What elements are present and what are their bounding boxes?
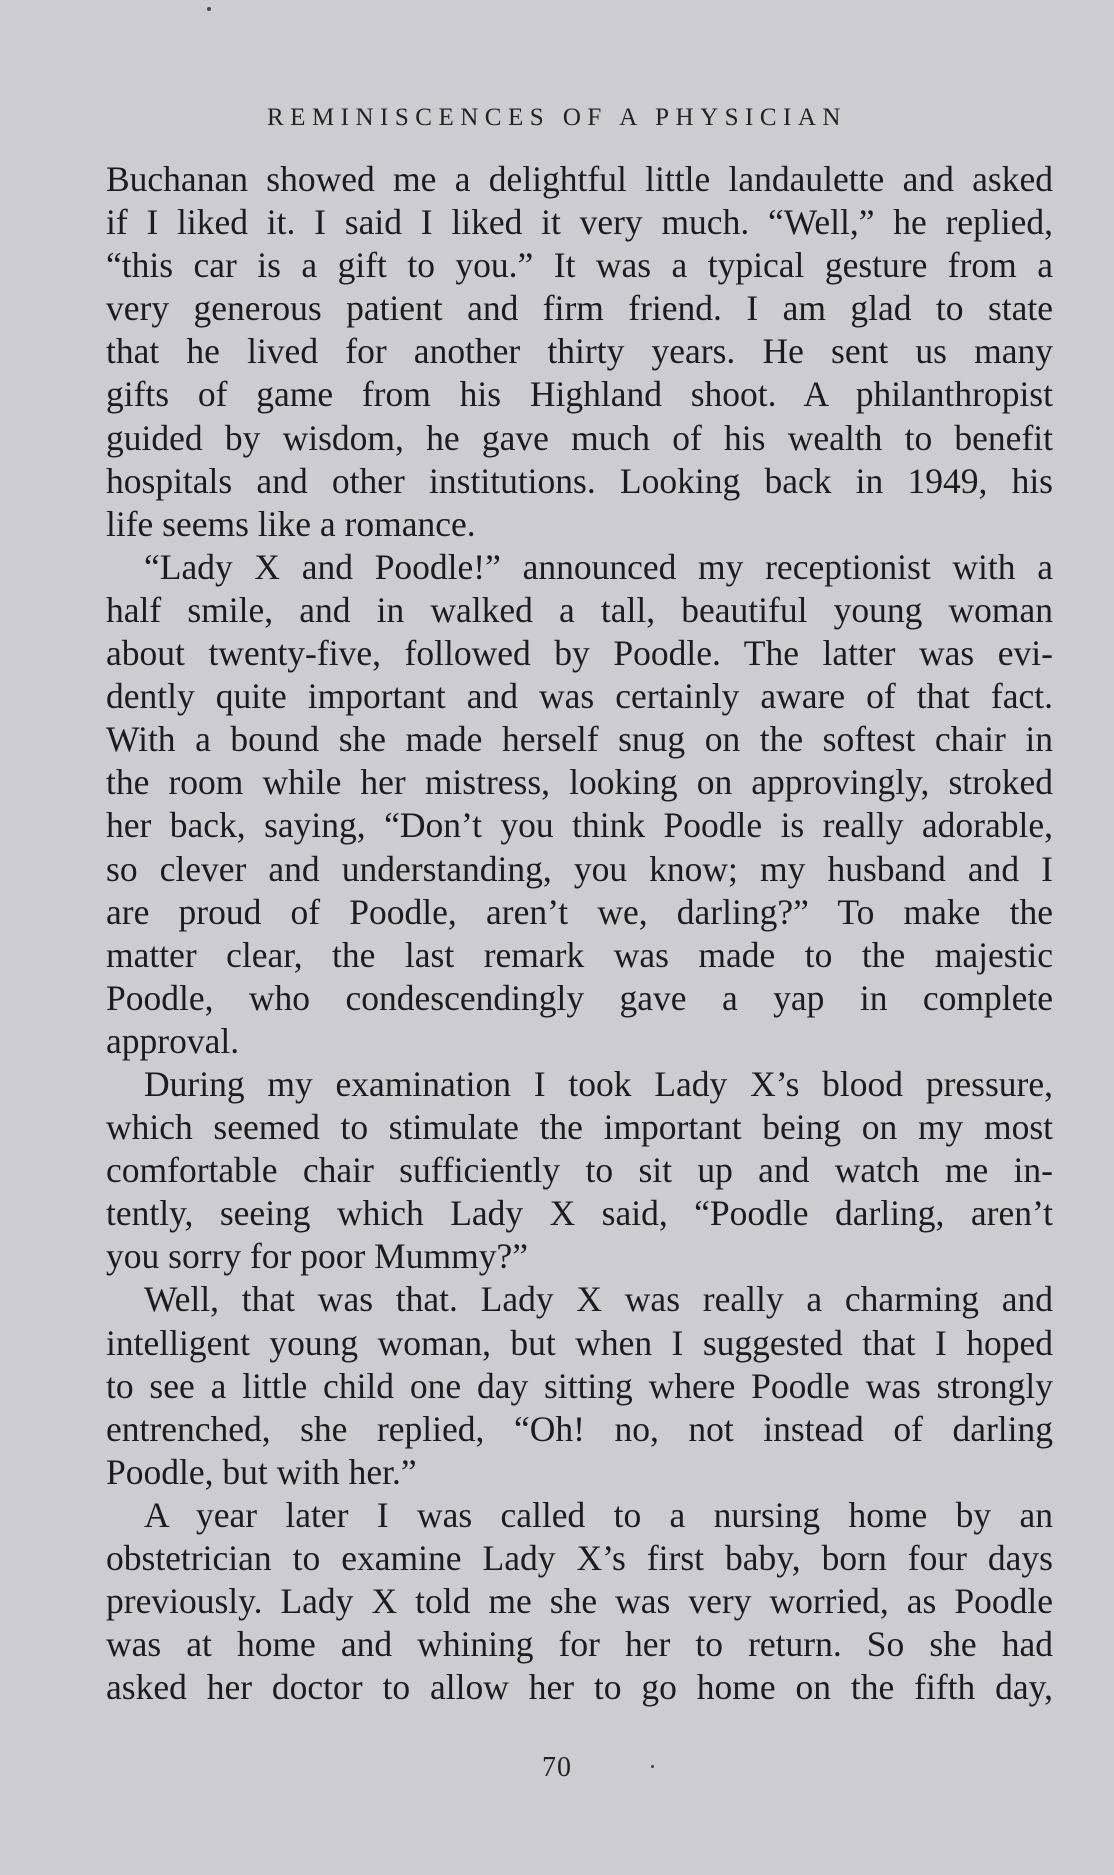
text-line: asked her doctor to allow her to go home on the fifth day,	[106, 1667, 1053, 1708]
text-line: hospitals and other institutions. Looking back in 1949, his	[106, 460, 1053, 501]
text-line: approval.	[106, 1020, 240, 1061]
text-line: Well, that was that. Lady X was really a charming and	[144, 1279, 1053, 1320]
paragraph-4	[106, 1278, 1053, 1493]
text-line: Poodle, who condescendingly gave a yap in complete	[106, 977, 1053, 1018]
page-number: 70	[542, 1752, 572, 1783]
text-line: which seemed to stimulate the important being on my most	[106, 1107, 1053, 1148]
text-line: the room while her mistress, looking on approvingly, stroked	[106, 762, 1053, 803]
text-line: entrenched, she replied, “Oh! no, not instead of darling	[106, 1408, 1053, 1449]
text-line: comfortable chair sufficiently to sit up and watch me in-	[106, 1150, 1053, 1191]
text-line: if I liked it. I said I liked it very much. “Well,” he replied,	[106, 202, 1053, 243]
ink-speck	[207, 7, 211, 11]
text-line: “this car is a gift to you.” It was a typical gesture from a	[106, 245, 1053, 286]
text-line: intelligent young woman, but when I suggested that I hoped	[106, 1322, 1053, 1363]
text-line: “Lady X and Poodle!” announced my receptionist with a	[144, 546, 1053, 587]
paragraph-3	[106, 1063, 1053, 1278]
text-line: During my examination I took Lady X’s blood pressure,	[144, 1063, 1053, 1104]
text-line: gifts of game from his Highland shoot. A philanthropist	[106, 374, 1053, 415]
running-head: REMINISCENCES OF A PHYSICIAN	[267, 104, 847, 131]
text-line: was at home and whining for her to return. So she had	[106, 1624, 1053, 1665]
page-body	[106, 158, 1053, 1709]
paragraph-1	[106, 158, 1053, 546]
text-line: about twenty-five, followed by Poodle. The latter was evi-	[106, 633, 1053, 674]
paragraph-5	[106, 1494, 1053, 1709]
text-line: that he lived for another thirty years. He sent us many	[106, 331, 1053, 372]
text-line: you sorry for poor Mummy?”	[106, 1236, 528, 1277]
text-line: to see a little child one day sitting where Poodle was strongly	[106, 1365, 1053, 1406]
text-line: obstetrician to examine Lady X’s first baby, born four days	[106, 1538, 1053, 1578]
text-line: so clever and understanding, you know; my husband and I	[106, 848, 1053, 889]
text-line: very generous patient and firm friend. I am glad to state	[106, 288, 1053, 329]
text-line: Poodle, but with her.”	[106, 1451, 417, 1492]
text-line: A year later I was called to a nursing home by an	[144, 1494, 1053, 1535]
text-line: tently, seeing which Lady X said, “Poodle darling, aren’t	[106, 1193, 1053, 1234]
text-line: matter clear, the last remark was made to the majestic	[106, 934, 1053, 975]
text-line: dently quite important and was certainly aware of that fact.	[106, 676, 1053, 717]
text-line: her back, saying, “Don’t you think Poodle is really adorable,	[106, 805, 1053, 846]
text-line: half smile, and in walked a tall, beautiful young woman	[106, 589, 1053, 630]
text-line: guided by wisdom, he gave much of his wealth to benefit	[106, 417, 1053, 458]
text-line: Buchanan showed me a delightful little landaulette and asked	[106, 159, 1053, 199]
paragraph-2	[106, 546, 1053, 1063]
text-line: previously. Lady X told me she was very worried, as Poodle	[106, 1581, 1053, 1622]
text-line: With a bound she made herself snug on the softest chair in	[106, 719, 1053, 760]
text-line: are proud of Poodle, aren’t we, darling?” To make the	[106, 891, 1053, 932]
text-line: life seems like a romance.	[106, 503, 476, 544]
